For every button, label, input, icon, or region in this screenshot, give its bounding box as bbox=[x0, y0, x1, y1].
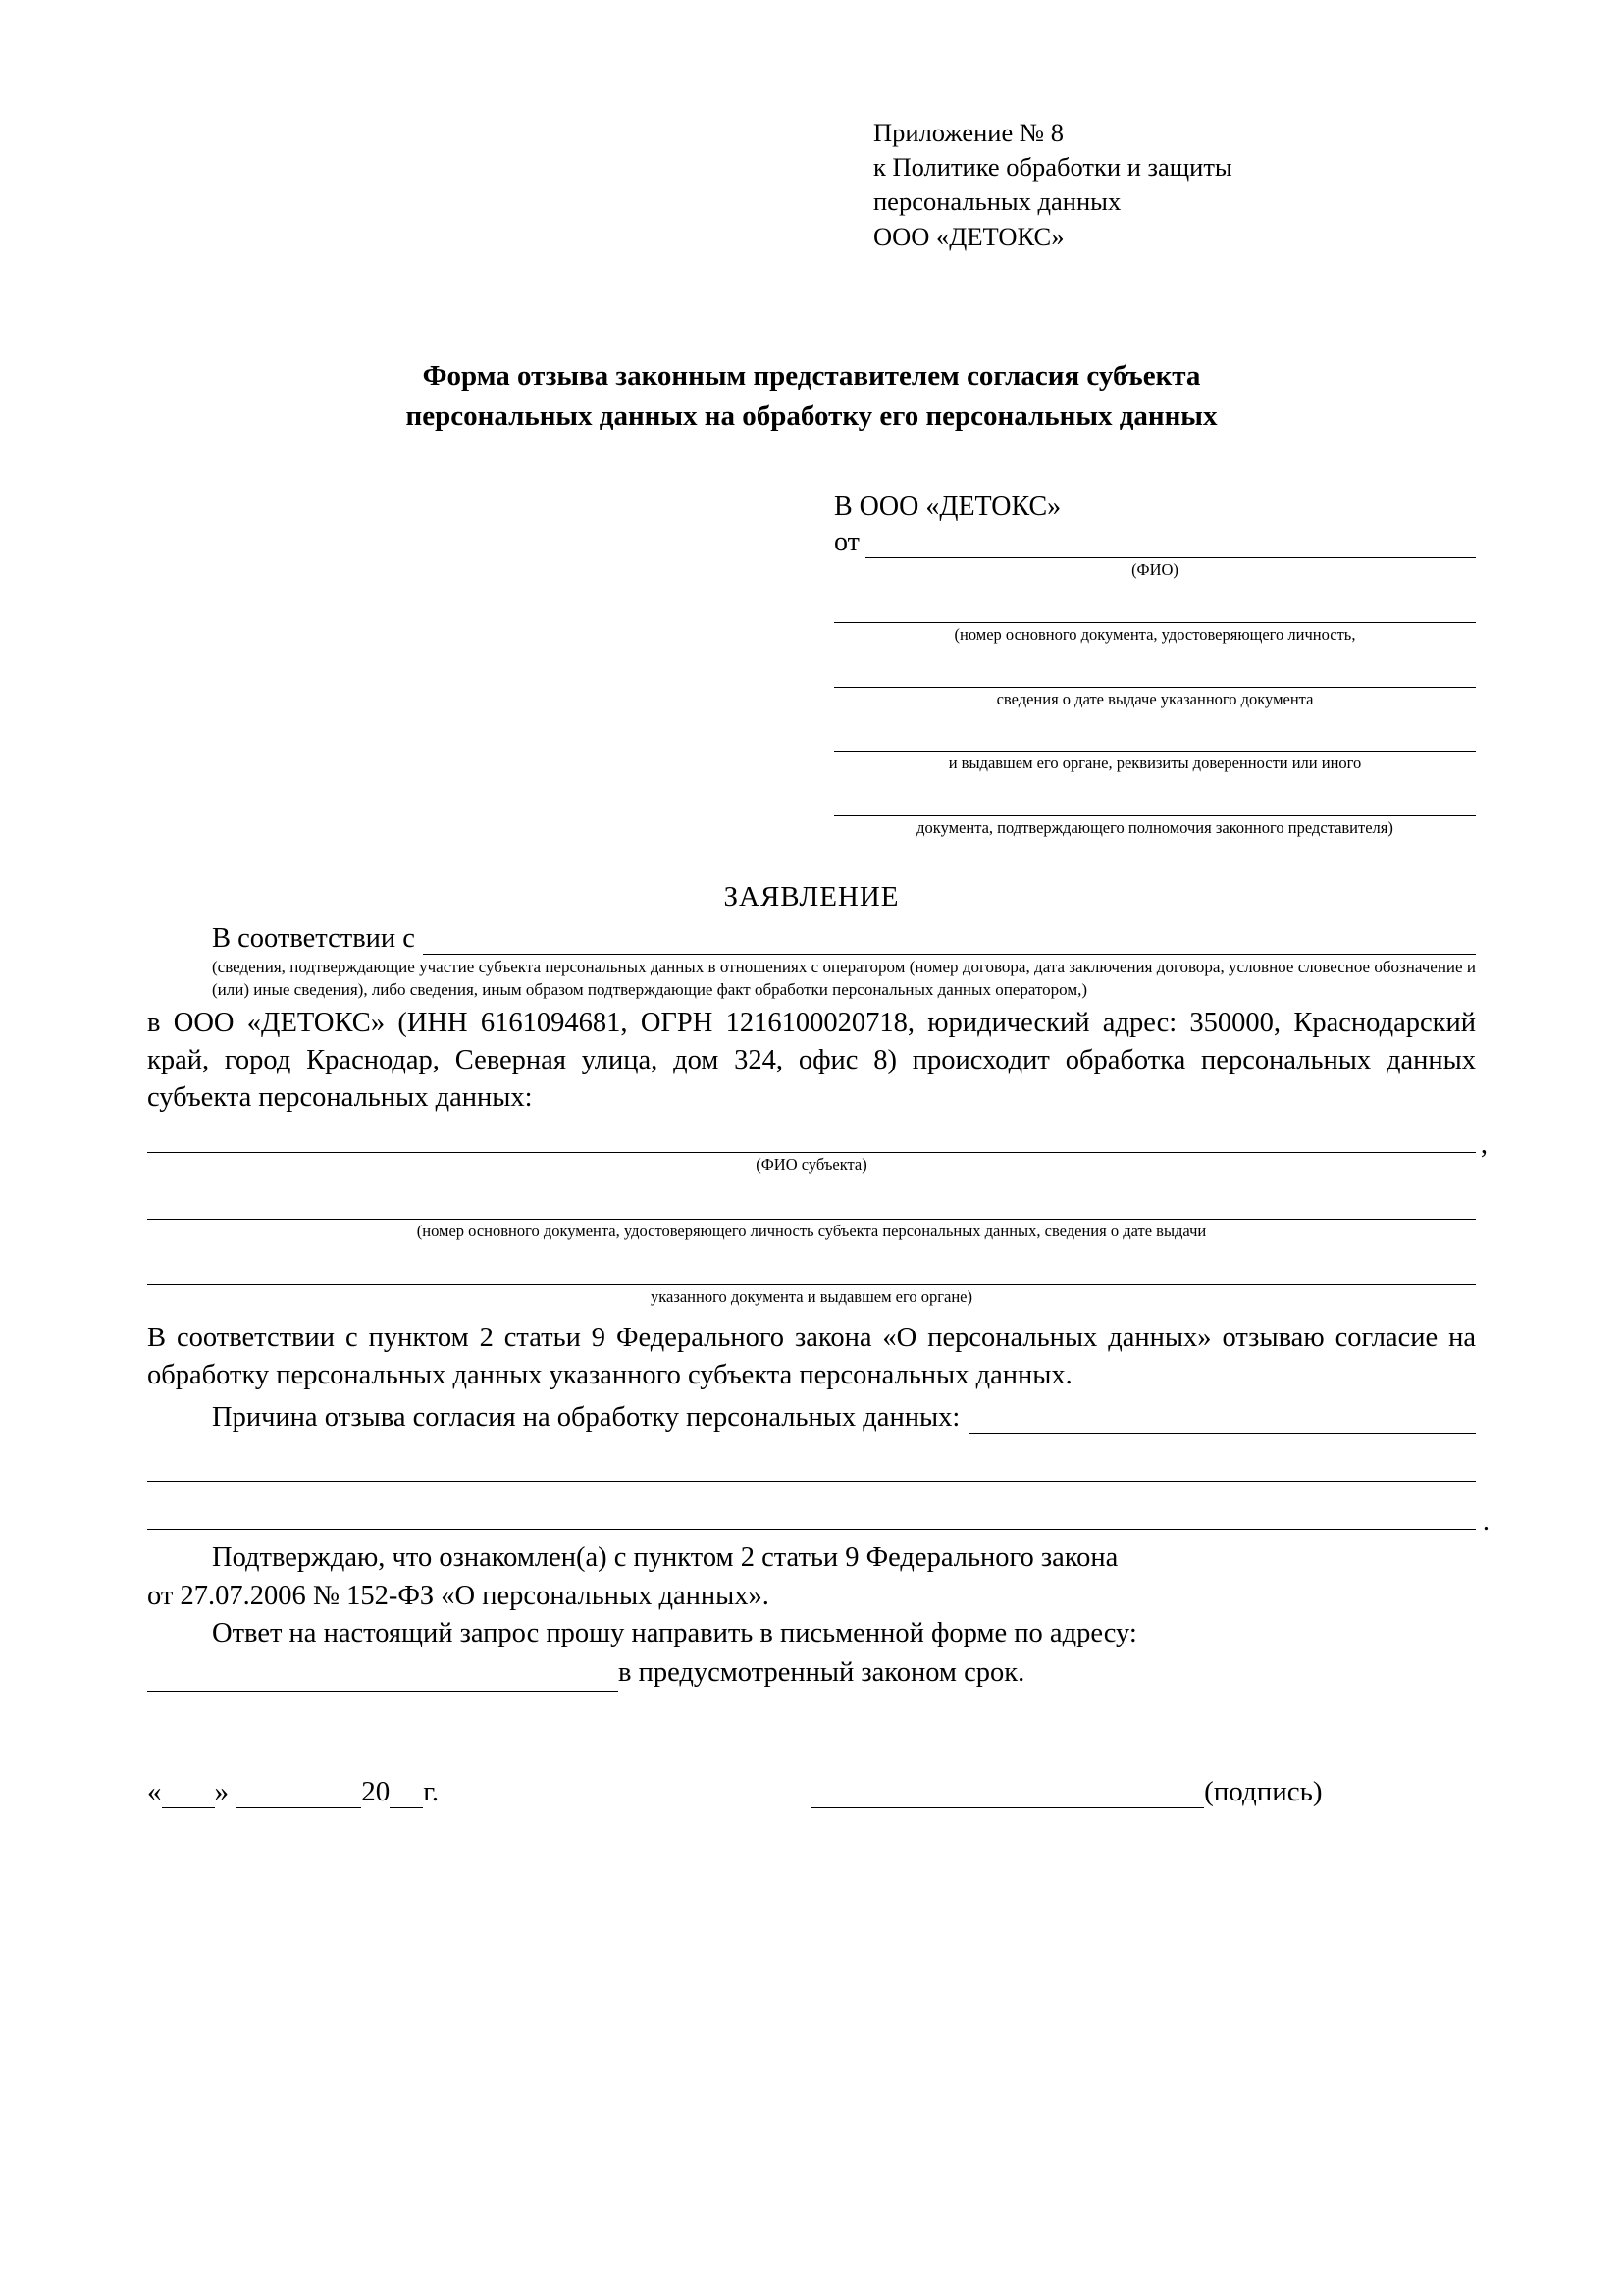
answer-address-input[interactable] bbox=[147, 1665, 618, 1692]
intro-field-row bbox=[147, 923, 1476, 955]
intro-input[interactable] bbox=[423, 928, 1476, 955]
answer-tail: в предусмотренный законом срок. bbox=[618, 1656, 1025, 1688]
answer-address-row bbox=[147, 1654, 1476, 1692]
title-line-1: Форма отзыва законным представителем согласия субъекта bbox=[422, 359, 1201, 391]
doc-organ-input[interactable] bbox=[834, 721, 1476, 752]
page-title bbox=[147, 356, 1476, 437]
year-input[interactable] bbox=[390, 1782, 423, 1808]
date-field[interactable] bbox=[147, 1776, 439, 1808]
quote-close: » bbox=[214, 1776, 229, 1808]
quote-open: « bbox=[147, 1776, 162, 1808]
from-label: от bbox=[834, 527, 860, 558]
org-paragraph: в ООО «ДЕТОКС» (ИНН 6161094681, ОГРН 1216100020718, юридический адрес: 350000, Краснодарский край, город Краснодар, Северная улица, дом 324, офис 8) происходит обработка персональных данных субъекта персональных данных: bbox=[147, 1007, 1476, 1113]
doc-number-input[interactable] bbox=[834, 593, 1476, 623]
caption-fio: (ФИО) bbox=[1131, 560, 1178, 580]
intro-label: В соответствии с bbox=[212, 923, 415, 955]
signature-caption: (подпись) bbox=[1204, 1776, 1323, 1808]
title-line-2: персональных данных на обработку его персональных данных bbox=[405, 400, 1218, 433]
comma-after-fio: , bbox=[1480, 1129, 1488, 1161]
signature-input[interactable] bbox=[812, 1782, 1204, 1808]
day-input[interactable] bbox=[162, 1782, 215, 1808]
reason-field-row bbox=[147, 1402, 1476, 1434]
from-field-row bbox=[834, 527, 1476, 558]
confirm-paragraph-2: от 27.07.2006 № 152-ФЗ «О персональных данных». bbox=[147, 1580, 769, 1611]
statement-heading: ЗАЯВЛЕНИЕ bbox=[723, 881, 900, 913]
caption-subject-doc: (номер основного документа, удостоверяющего личность субъекта персональных данных, сведения о дате выдачи bbox=[416, 1221, 1207, 1240]
reason-input[interactable] bbox=[969, 1407, 1476, 1434]
addressee-block bbox=[834, 492, 1476, 838]
month-input[interactable] bbox=[236, 1782, 361, 1808]
caption-doc-number: (номер основного документа, удостоверяющего личность, bbox=[954, 624, 1356, 644]
period-after-reason: . bbox=[1482, 1506, 1490, 1538]
addressee-org: В ООО «ДЕТОКС» bbox=[834, 492, 1062, 523]
reason-input-line-3[interactable] bbox=[147, 1497, 1490, 1538]
note-intro: (сведения, подтверждающие участие субъекта персональных данных в отношениях с оператором (номер договора, дата заключения договора, условное словесное обозначение и (или) иные сведения), либо сведения, иным образом подтверждающие факт обработки персональных данных оператором,) bbox=[212, 958, 1476, 999]
year-suffix: г. bbox=[423, 1776, 440, 1808]
signature-row bbox=[147, 1776, 1476, 1808]
doc-power-input[interactable] bbox=[834, 786, 1476, 816]
year-label: 20 bbox=[361, 1776, 391, 1808]
answer-paragraph: Ответ на настоящий запрос прошу направить в письменной форме по адресу: bbox=[212, 1617, 1137, 1648]
caption-doc-date: сведения о дате выдаче указанного документа bbox=[996, 689, 1314, 708]
subject-fio-input[interactable] bbox=[147, 1121, 1488, 1161]
subject-doc-input[interactable] bbox=[147, 1187, 1476, 1220]
doc-date-input[interactable] bbox=[834, 657, 1476, 688]
caption-subject-fio: (ФИО субъекта) bbox=[756, 1155, 867, 1174]
from-name-input[interactable] bbox=[865, 532, 1476, 558]
caption-doc-organ: и выдавшем его органе, реквизиты доверенности или иного bbox=[948, 754, 1362, 773]
appendix-header bbox=[873, 116, 1476, 254]
confirm-paragraph-1: Подтверждаю, что ознакомлен(а) с пунктом 2 статьи 9 Федерального закона bbox=[212, 1542, 1119, 1574]
caption-subject-doc-2: указанного документа и выдавшем его органе) bbox=[651, 1287, 972, 1307]
subject-doc-input-2[interactable] bbox=[147, 1253, 1476, 1285]
reason-label: Причина отзыва согласия на обработку персональных данных: bbox=[212, 1402, 961, 1434]
appendix-line-4: ООО «ДЕТОКС» bbox=[873, 221, 1065, 251]
appendix-line-1: Приложение № 8 bbox=[873, 118, 1065, 147]
reason-input-line-2[interactable] bbox=[147, 1449, 1476, 1482]
caption-doc-power: документа, подтверждающего полномочия законного представителя) bbox=[916, 817, 1393, 837]
appendix-line-3: персональных данных bbox=[873, 186, 1122, 217]
revoke-paragraph: В соответствии с пунктом 2 статьи 9 Федерального закона «О персональных данных» отзываю согласие на обработку персональных данных указанного субъекта персональных данных. bbox=[147, 1323, 1476, 1391]
appendix-line-2: к Политике обработки и защиты bbox=[873, 152, 1232, 183]
